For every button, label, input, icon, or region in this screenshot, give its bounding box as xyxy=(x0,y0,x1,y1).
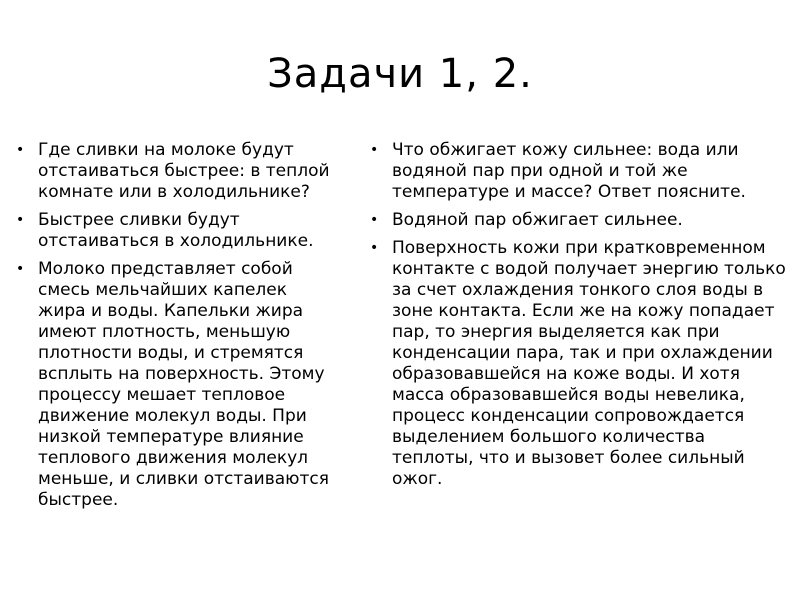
bullet-icon: • xyxy=(16,261,25,277)
bullet-icon: • xyxy=(370,212,379,228)
right-bullet-answer xyxy=(368,210,788,231)
bullet-icon: • xyxy=(370,240,379,256)
bullet-icon: • xyxy=(16,212,25,228)
right-bullet-explanation xyxy=(368,238,788,490)
bullet-icon: • xyxy=(16,142,25,158)
left-column-list xyxy=(14,140,334,518)
left-bullet-answer-text: Быстрее сливки будут отстаиваться в холодильнике. xyxy=(38,210,314,251)
left-bullet-question-text: Где сливки на молоке будут отстаиваться быстрее: в теплой комнате или в холодильнике? xyxy=(38,140,330,202)
right-bullet-answer-text: Водяной пар обжигает сильнее. xyxy=(392,210,683,230)
right-bullet-question xyxy=(368,140,788,203)
left-bullet-explanation xyxy=(14,259,334,511)
right-bullet-question-text: Что обжигает кожу сильнее: вода или водяной пар при одной и той же температуре и массе? Ответ поясните. xyxy=(392,140,746,202)
slide-title: Задачи 1, 2. xyxy=(267,51,533,97)
right-column-list xyxy=(368,140,788,497)
bullet-icon: • xyxy=(370,142,379,158)
left-bullet-question xyxy=(14,140,334,203)
right-bullet-explanation-text: Поверхность кожи при кратковременном контакте с водой получает энергию только за счет охлаждения тонкого слоя воды в зоне контакта. Если же на кожу попадает пар, то энергия выделяется как при конденсации пара, так и при охлаждении образовавшейся на коже воды. И хотя масса образовавшейся воды невелика, процесс конденсации сопровождается выделением большого количества теплоты, что и вызовет более сильный ожог. xyxy=(392,238,786,489)
left-bullet-answer xyxy=(14,210,334,252)
left-bullet-explanation-text: Молоко представляет собой смесь мельчайших капелек жира и воды. Капельки жира имеют плотность, меньшую плотности воды, и стремятся всплыть на поверхность. Этому процессу мешает тепловое движение молекул воды. При низкой температуре влияние теплового движения молекул меньше, и сливки отстаиваются быстрее. xyxy=(38,259,329,510)
